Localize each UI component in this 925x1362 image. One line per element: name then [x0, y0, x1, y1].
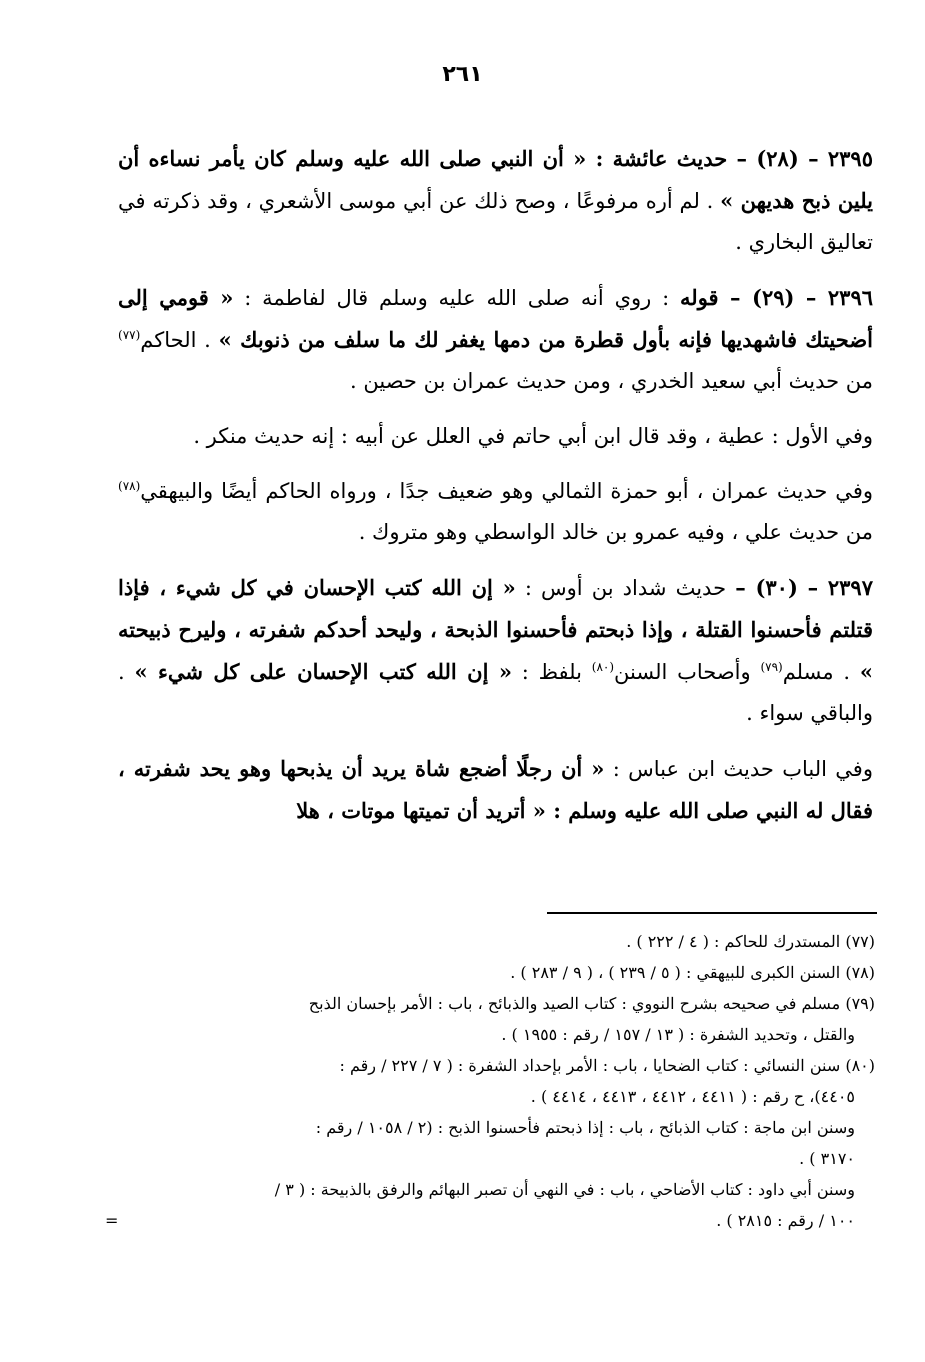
footnote-80-ibn-majah-cont: ٣١٧٠ ) . [799, 1149, 855, 1168]
hadith-quote: « إن الله كتب الإحسان في كل شيء ، فإذا قتلتم فأحسنوا القتلة ، وإذا ذبحتم فأحسنوا الذبحة ، وليحد أحدكم شفرته ، وليرح ذبيحته » [118, 575, 873, 684]
entry-commentary: . الحاكم [140, 328, 219, 352]
entry-commentary-d: . والباقي سواء . [118, 660, 873, 725]
footnote-80: (٨٠) سنن النسائي : كتاب الضحايا ، باب : الأمر بإحداد الشفرة : ( ٧ / ٢٢٧ / رقم : [339, 1056, 875, 1075]
footnote-80-abu-dawud-cont-text: ١٠٠ / رقم : ٢٨١٥ ) . [716, 1211, 855, 1230]
hadith-quote: « أن رجلًا أضجع شاة يريد أن يذبحها وهو يحد شفرته ، فقال له النبي صلى الله عليه وسلم : « أتريد أن تميتها موتات ، هلا [118, 756, 873, 823]
paragraph-atiyya: وفي الأول : عطية ، وقد قال ابن أبي حاتم في العلل عن أبيه : إنه حديث منكر . [193, 424, 873, 448]
footnote-79-cont: والقتل ، وتحديد الشفرة : ( ١٣ / ١٥٧ / رقم : ١٩٥٥ ) . [501, 1025, 855, 1044]
entry-commentary-b: وأصحاب السنن [614, 660, 761, 684]
footnote-ref-79: (٧٩) [760, 660, 783, 674]
entry-intro: : روي أنه صلى الله عليه وسلم قال لفاطمة : [233, 286, 681, 310]
footnote-ref-78: (٧٨) [118, 479, 141, 493]
entry-commentary-c: بلفظ : [511, 660, 592, 684]
entry-commentary: . مسلم [782, 660, 860, 684]
footnote-80-abu-dawud-cont [105, 1205, 875, 1236]
paragraph-imran [118, 471, 873, 553]
entry-number: ٢٣٩٦ – (٢٩) – قوله [680, 285, 874, 310]
entry-commentary-cont: من حديث أبي سعيد الخدري ، ومن حديث عمران بن حصين . [350, 369, 873, 393]
footnote-79: (٧٩) مسلم في صحيحه بشرح النووي : كتاب الصيد والذبائح ، باب : الأمر بإحسان الذبح [308, 994, 875, 1013]
footnote-divider [547, 912, 877, 914]
entry-number: ٢٣٩٧ – (٣٠) – [735, 575, 873, 600]
paragraph-text: وفي حديث عمران ، أبو حمزة الثمالي وهو ضعيف جدًا ، ورواه الحاكم أيضًا والبيهقي [140, 479, 873, 503]
page-number: ٢٦١ [442, 62, 483, 87]
entry-intro: حديث عائشة : [586, 146, 737, 171]
footnote-77: (٧٧) المستدرك للحاكم : ( ٤ / ٢٢٢ ) . [626, 932, 875, 951]
hadith-quote: « أن النبي صلى الله عليه وسلم كان يأمر نساءه أن يلين ذبح هديهن » [118, 146, 873, 213]
paragraph-bab [118, 748, 873, 832]
footnote-ref-77: (٧٧) [118, 328, 141, 342]
entry-number: ٢٣٩٥ – (٢٨) – [736, 146, 873, 171]
paragraph-text-cont: من حديث علي ، وفيه عمرو بن خالد الواسطي وهو متروك . [358, 520, 873, 544]
continuation-mark: = [105, 1211, 119, 1230]
footnote-78: (٧٨) السنن الكبرى للبيهقي : ( ٥ / ٢٣٩ ) ، ( ٩ / ٢٨٣ ) . [510, 963, 875, 982]
footnote-80-cont: ٤٤٠٥)، ح رقم : ( ٤٤١١ ، ٤٤١٢ ، ٤٤١٣ ، ٤٤١٤ ) . [530, 1087, 855, 1106]
entry-2395 [118, 138, 873, 263]
footnote-ref-80: (٨٠) [591, 660, 615, 674]
hadith-quote-variant: « إن الله كتب الإحسان على كل شيء » [134, 659, 512, 684]
main-text [118, 138, 873, 846]
footnote-80-ibn-majah: وسنن ابن ماجة : كتاب الذبائح ، باب : إذا ذبحتم فأحسنوا الذبح : (٢ / ١٠٥٨ / رقم : [315, 1118, 855, 1137]
entry-2397 [118, 567, 873, 734]
hadith-quote: « قومي إلى أضحيتك فاشهديها فإنه بأول قطرة من دمها يغفر لك ما سلف من ذنوبك » [118, 285, 873, 352]
footnotes [105, 926, 875, 1236]
entry-2396 [118, 277, 873, 402]
entry-commentary: . لم أره مرفوعًا ، وصح ذلك عن أبي موسى الأشعري ، وقد ذكرته في تعاليق البخاري . [118, 189, 873, 254]
entry-intro: حديث شداد بن أوس : [515, 576, 736, 600]
paragraph-intro: وفي الباب حديث ابن عباس : [604, 757, 873, 781]
footnote-80-abu-dawud: وسنن أبي داود : كتاب الأضاحي ، باب : في النهي أن تصبر البهائم والرفق بالذبيحة : ( ٣ / [274, 1180, 855, 1199]
